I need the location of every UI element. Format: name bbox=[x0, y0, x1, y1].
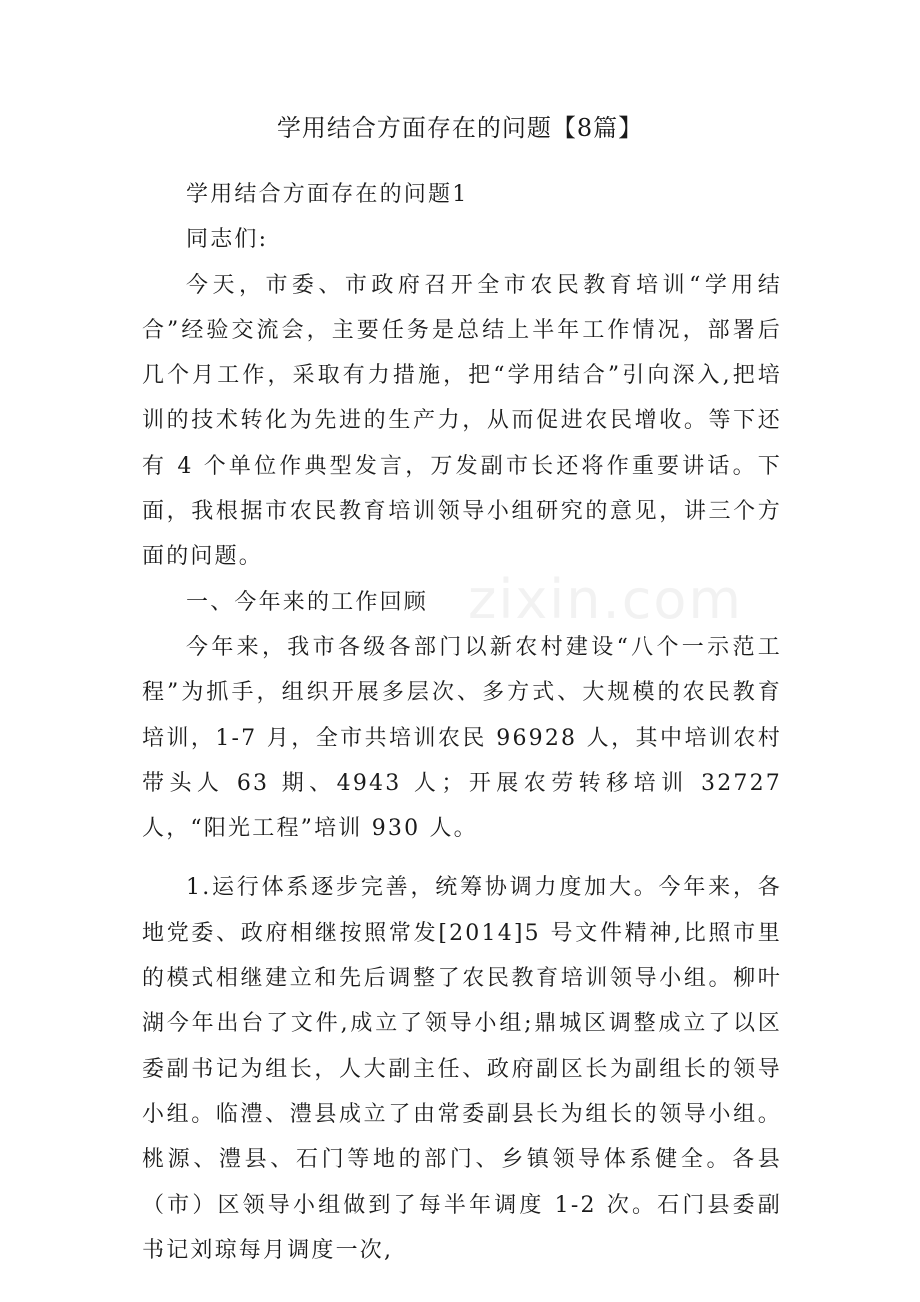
document-body bbox=[142, 172, 782, 1273]
section-heading-1: 学用结合方面存在的问题1 bbox=[186, 182, 469, 207]
watermark-text: zixin.com bbox=[468, 568, 744, 631]
paragraph-intro: 今天，市委、市政府召开全市农民教育培训“学用结合”经验交流会，主要任务是总结上半年工作情况，部署后几个月工作，采取有力措施，把“学用结合”引向深入,把培训的技术转化为先进的生产力，从而促进农民增收。等下还有 4 个单位作典型发言，万发副市长还将作重要讲话。下面，我根据市农民教育培训领导小组研究的意见，讲三个方面的问题。 bbox=[142, 272, 782, 570]
document-title: 学用结合方面存在的问题【8篇】 bbox=[276, 114, 644, 142]
section-heading-review: 一、今年来的工作回顾 bbox=[186, 589, 429, 615]
paragraph-summary: 今年来，我市各级各部门以新农村建设“八个一示范工程”为抓手，组织开展多层次、多方式、大规模的农民教育培训，1-7 月，全市共培训农民 96928 人，其中培训农村带头人 63 期、4943 人；开展农劳转移培训 32727 人，“阳光工程”培训 930 人。 bbox=[142, 634, 782, 842]
salutation: 同志们: bbox=[186, 227, 269, 253]
paragraph-point-1: 1.运行体系逐步完善，统筹协调力度加大。今年来，各地党委、政府相继按照常发[2014]5 号文件精神,比照市里的模式相继建立和先后调整了农民教育培训领导小组。柳叶湖今年出台了文件,成立了领导小组;鼎城区调整成立了以区委副书记为组长，人大副主任、政府副区长为副组长的领导小组。临澧、澧县成立了由常委副县长为组长的领导小组。桃源、澧县、石门等地的部门、乡镇领导体系健全。各县（市）区领导小组做到了每半年调度 1-2 次。石门县委副书记刘琼每月调度一次, bbox=[142, 875, 782, 1263]
